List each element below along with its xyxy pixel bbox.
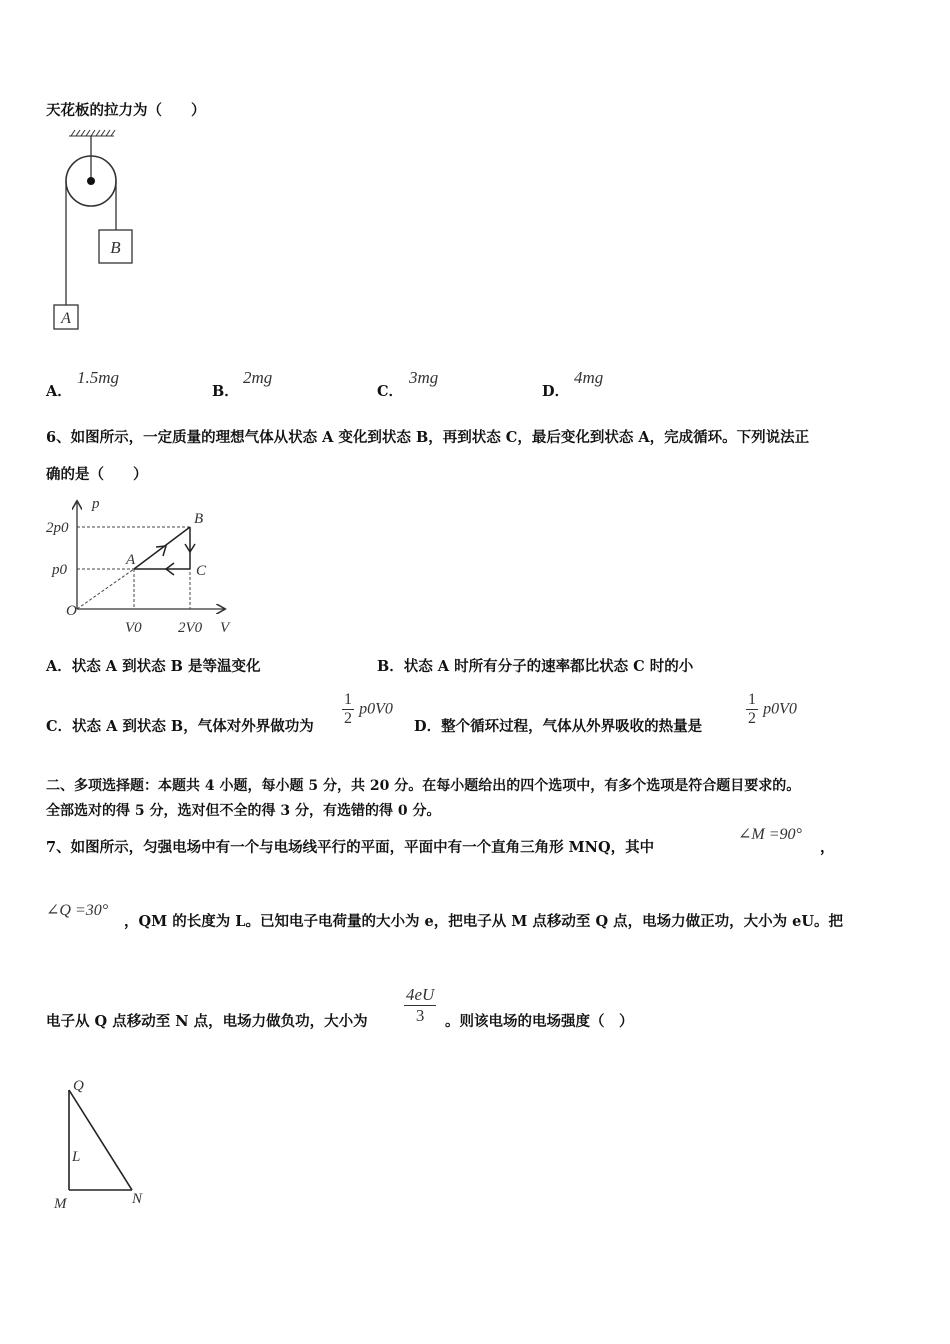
q5-stem-tail: 天花板的拉力为（ ） <box>46 102 206 119</box>
q5-option-d-value: 4mg <box>574 368 604 387</box>
frac-num: 1 <box>748 691 756 708</box>
vertex-m-label: M <box>54 1196 67 1212</box>
frac-num: 1 <box>344 691 352 708</box>
q5-option-b-value: 2mg <box>243 368 273 387</box>
v-axis-label: V <box>220 620 230 636</box>
q7-stem-line3-tail: 。则该电场的电场强度（ ） <box>445 1013 634 1030</box>
triangle-figure <box>48 1070 158 1215</box>
q7-fraction <box>404 985 436 1026</box>
vertex-n-label: N <box>132 1191 143 1207</box>
q6-option-c: C．状态 A 到状态 B，气体对外界做功为 <box>46 718 314 735</box>
q7-angle-m: ∠M =90° <box>738 826 802 843</box>
q5-option-c-letter: C． <box>377 383 404 400</box>
q7-frac-num: 4eU <box>406 985 435 1004</box>
point-b-label: B <box>194 511 204 527</box>
frac-tail: p0V0 <box>359 700 393 718</box>
q7-stem-line3: 电子从 Q 点移动至 N 点，电场力做负功，大小为 <box>46 1013 368 1030</box>
frac-tail: p0V0 <box>763 700 797 718</box>
q7-stem-line1: 7、如图所示，匀强电场中有一个与电场线平行的平面，平面中有一个直角三角形 MNQ，其中 <box>46 839 655 856</box>
q5-option-b-letter: B． <box>212 383 239 400</box>
q6-option-d-fraction <box>746 691 797 728</box>
ceiling-hatch <box>69 130 115 136</box>
point-c-label: C <box>196 563 207 579</box>
q5-option-a-letter: A． <box>46 383 72 400</box>
q7-frac-den: 3 <box>415 1006 425 1025</box>
pulley-figure <box>44 128 144 336</box>
block-a-label: A <box>61 310 71 327</box>
section2-line2: 全部选对的得 5 分，选对但不全的得 3 分，有选错的得 0 分。 <box>46 803 441 819</box>
tick-2p0: 2p0 <box>46 520 69 536</box>
path-a-b <box>134 527 190 569</box>
q5-option-d-letter: D． <box>542 383 570 400</box>
q7-angle-q: ∠Q =30° <box>46 902 109 919</box>
q6-option-c-fraction <box>342 691 393 728</box>
q6-option-d: D．整个循环过程，气体从外界吸收的热量是 <box>414 718 703 735</box>
side-l-label: L <box>72 1149 81 1165</box>
frac-den: 2 <box>344 710 352 727</box>
frac-den: 2 <box>748 710 756 727</box>
p-axis-label: p <box>92 496 100 512</box>
q5-option-c-value: 3mg <box>409 368 439 387</box>
line-o-a <box>77 569 134 609</box>
q5-option-a-value: 1.5mg <box>77 368 120 387</box>
section2-line1: 二、多项选择题：本题共 4 小题，每小题 5 分，共 20 分。在每小题给出的四个选项中，有多个选项是符合题目要求的。 <box>46 778 801 794</box>
q6-option-a: A．状态 A 到状态 B 是等温变化 <box>46 658 261 675</box>
origin-label: O <box>66 603 77 619</box>
side-qn <box>69 1090 132 1190</box>
tick-p0: p0 <box>52 562 67 578</box>
pulley-axle <box>87 177 95 185</box>
block-b-label: B <box>110 238 121 257</box>
pv-graph <box>42 494 242 639</box>
point-a-label: A <box>126 552 136 568</box>
q6-stem-line2: 确的是（ ） <box>46 466 148 483</box>
q7-stem-line2: ，QM 的长度为 L。已知电子电荷量的大小为 e，把电子从 M 点移动至 Q 点，电场力做正功，大小为 eU。把 <box>124 913 844 930</box>
vertex-q-label: Q <box>73 1078 84 1094</box>
tick-2v0: 2V0 <box>178 620 203 636</box>
tick-v0: V0 <box>125 620 142 636</box>
q6-option-b: B．状态 A 时所有分子的速率都比状态 C 时的小 <box>377 658 694 675</box>
q7-comma: ， <box>820 839 835 856</box>
q6-stem-line1: 6、如图所示，一定质量的理想气体从状态 A 变化到状态 B，再到状态 C，最后变化到状态 A，完成循环。下列说法正 <box>46 429 810 446</box>
